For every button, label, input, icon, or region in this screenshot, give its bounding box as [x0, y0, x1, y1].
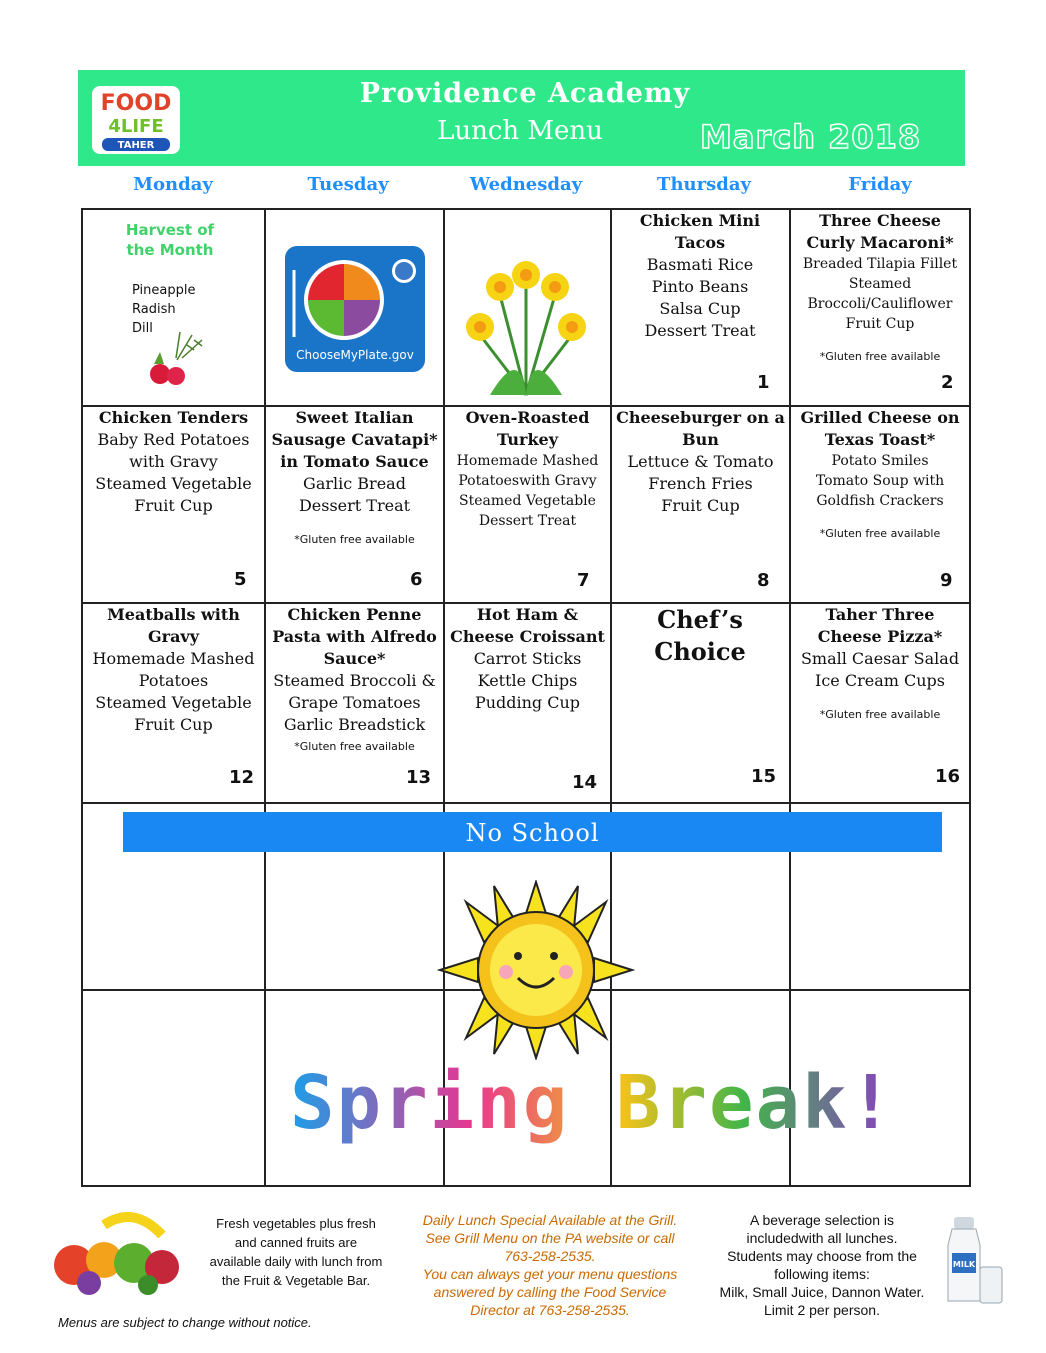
daffodil-image: [460, 255, 592, 400]
date-number: 9: [940, 570, 953, 591]
fruits-vegetables-image: [44, 1205, 196, 1297]
svg-text:TAHER: TAHER: [117, 140, 155, 151]
date-number: 7: [577, 570, 590, 591]
beverage-line: Students may choose from the: [727, 1248, 917, 1264]
side-item: Steamed Vegetable: [459, 493, 596, 509]
fresh-line: and canned fruits are: [234, 1235, 358, 1250]
side-item: Small Caesar Salad: [800, 649, 960, 668]
side-item: Steamed Vegetable: [95, 474, 252, 493]
entree-title: Bun: [682, 430, 719, 449]
entree-title: Cheese Pizza*: [817, 627, 943, 646]
side-item: Fruit Cup: [661, 496, 740, 515]
menu-month: March 2018: [700, 118, 922, 156]
side-item: Salsa Cup: [659, 299, 741, 318]
day-heading-friday: Friday: [848, 174, 912, 195]
fresh-line: available daily with lunch from: [209, 1254, 383, 1269]
menu-cell-mar-16: [791, 604, 969, 726]
sun-icon: [436, 880, 636, 1060]
grill-special-note: [400, 1211, 700, 1319]
side-item: Tomato Soup with: [815, 473, 945, 489]
no-school-banner: No School: [123, 812, 942, 852]
spring-break-title: [290, 1060, 895, 1146]
side-item: Fruit Cup: [134, 496, 213, 515]
menu-cell-mar-12: [83, 604, 264, 736]
fresh-line: the Fruit & Vegetable Bar.: [221, 1273, 371, 1288]
side-item: Garlic Bread: [303, 474, 406, 493]
entree-title: in Tomato Sauce: [280, 452, 429, 471]
school-name: Providence Academy: [359, 78, 691, 109]
day-heading-monday: Monday: [133, 174, 213, 195]
side-item: Fruit Cup: [134, 715, 213, 734]
beverage-line: A beverage selection is: [750, 1212, 894, 1228]
side-item: Carrot Sticks: [473, 649, 582, 668]
gluten-note: *Gluten free available: [819, 350, 941, 363]
side-item: Homemade Mashed: [92, 649, 255, 668]
spring-break-text: Spring Break!: [290, 1060, 896, 1146]
chefs-choice-line: Choice: [654, 637, 746, 666]
disclaimer: Menus are subject to change without notice.: [58, 1315, 312, 1330]
side-item: Broccoli/Cauliflower: [807, 296, 953, 312]
menu-cell-mar-8: [612, 407, 789, 517]
entree-title: Gravy: [147, 627, 200, 646]
myplate-image: [284, 245, 426, 373]
side-item: Steamed Vegetable: [95, 693, 252, 712]
side-item: Garlic Breadstick: [283, 715, 426, 734]
svg-text:FOOD: FOOD: [100, 91, 172, 116]
side-item: Potatoeswith Gravy: [458, 473, 597, 489]
harvest-item: Dill: [132, 321, 153, 336]
side-item: with Gravy: [129, 452, 218, 471]
side-item: Baby Red Potatoes: [97, 430, 250, 449]
date-number: 6: [410, 569, 423, 590]
radish-dill-image: [132, 330, 212, 388]
fresh-line: Fresh vegetables plus fresh: [216, 1216, 376, 1231]
menu-cell-mar-13: [266, 604, 443, 758]
side-item: Dessert Treat: [644, 321, 756, 340]
side-item: Steamed Broccoli &: [273, 671, 436, 690]
grill-line: answered by calling the Food Service: [433, 1284, 667, 1300]
side-item: Dessert Treat: [478, 513, 577, 529]
side-item: Goldfish Crackers: [816, 493, 944, 509]
entree-title: Meatballs with: [107, 605, 240, 624]
fresh-produce-note: [196, 1214, 396, 1290]
entree-title: Grilled Cheese on: [800, 408, 960, 427]
menu-cell-mar-14: [445, 604, 610, 714]
side-item: French Fries: [648, 474, 753, 493]
harvest-item: Pineapple: [132, 283, 196, 298]
side-item: Potato Smiles: [831, 453, 929, 469]
entree-title: Taher Three: [825, 605, 935, 624]
harvest-title: Harvest of the Month: [125, 221, 215, 259]
side-item: Kettle Chips: [477, 671, 578, 690]
date-number: 1: [757, 372, 770, 393]
menu-cell-mar-9: [791, 407, 969, 545]
side-item: Pudding Cup: [474, 693, 581, 712]
entree-title: Hot Ham &: [476, 605, 579, 624]
entree-title: Sweet Italian: [295, 408, 414, 427]
entree-title: Sauce*: [323, 649, 386, 668]
menu-cell-mar-2: [791, 210, 969, 368]
menu-cell-mar-6: [266, 407, 443, 551]
svg-text:4LIFE: 4LIFE: [108, 116, 164, 137]
entree-title: Tacos: [674, 233, 726, 252]
beverage-line: includedwith all lunches.: [746, 1230, 898, 1246]
beverage-line: Limit 2 per person.: [764, 1302, 880, 1318]
beverage-line: following items:: [774, 1266, 870, 1282]
side-item: Pinto Beans: [651, 277, 749, 296]
date-number: 14: [572, 772, 598, 793]
beverage-line: Milk, Small Juice, Dannon Water.: [719, 1284, 925, 1300]
entree-title: Sausage Cavatapi*: [271, 430, 438, 449]
food-4-life-logo: [90, 84, 182, 156]
grill-line: Director at 763-258-2535.: [470, 1302, 630, 1318]
entree-title: Chicken Penne: [287, 605, 422, 624]
grill-line: See Grill Menu on the PA website or call: [425, 1230, 675, 1246]
day-heading-wednesday: Wednesday: [469, 174, 583, 195]
date-number: 16: [935, 766, 961, 787]
entree-title: Oven-Roasted: [465, 408, 590, 427]
gluten-note: *Gluten free available: [819, 527, 941, 540]
menu-subtitle: Lunch Menu: [437, 116, 603, 146]
gluten-note: *Gluten free available: [294, 740, 415, 753]
date-number: 5: [234, 569, 247, 590]
milk-bottle-image: [946, 1215, 1006, 1310]
beverage-note: [702, 1211, 942, 1319]
entree-title: Chicken Tenders: [98, 408, 249, 427]
side-item: Potatoes: [138, 671, 209, 690]
harvest-item: Radish: [132, 302, 176, 317]
side-item: Basmati Rice: [646, 255, 754, 274]
day-heading-thursday: Thursday: [657, 174, 751, 195]
side-item: Dessert Treat: [298, 496, 411, 515]
day-heading-tuesday: Tuesday: [307, 174, 389, 195]
entree-title: Chicken Mini: [639, 211, 761, 230]
grill-line: 763-258-2535.: [504, 1248, 596, 1264]
side-item: Fruit Cup: [845, 316, 915, 332]
menu-cell-mar-7: [445, 407, 610, 531]
side-item: Steamed: [848, 276, 912, 292]
date-number: 15: [751, 766, 777, 787]
side-item: Grape Tomatoes: [288, 693, 421, 712]
grill-line: Daily Lunch Special Available at the Grill.: [422, 1212, 678, 1228]
side-item: Ice Cream Cups: [815, 671, 945, 690]
menu-cell-mar-1: [612, 210, 788, 342]
date-number: 12: [229, 767, 255, 788]
gluten-note: *Gluten free available: [819, 708, 941, 721]
entree-title: Cheese Croissant: [450, 627, 605, 646]
side-item: Lettuce & Tomato: [627, 452, 774, 471]
svg-text:MILK: MILK: [952, 1260, 976, 1269]
date-number: 13: [406, 767, 432, 788]
entree-title: Turkey: [496, 430, 559, 449]
entree-title: Cheeseburger on a: [616, 408, 785, 427]
date-number: 8: [757, 570, 770, 591]
gluten-note: *Gluten free available: [294, 533, 415, 546]
entree-title: Texas Toast*: [824, 430, 936, 449]
entree-title: Three Cheese: [819, 211, 941, 230]
chefs-choice: [612, 604, 788, 668]
menu-cell-mar-5: [83, 407, 264, 517]
chefs-choice-line: Chef’s: [657, 605, 743, 634]
entree-title: Pasta with Alfredo: [272, 627, 437, 646]
grill-line: You can always get your menu questions: [422, 1266, 678, 1282]
svg-text:ChooseMyPlate.gov: ChooseMyPlate.gov: [296, 348, 414, 362]
entree-title: Curly Macaroni*: [806, 233, 954, 252]
side-item: Breaded Tilapia Fillet: [802, 256, 958, 272]
date-number: 2: [941, 372, 954, 393]
side-item: Homemade Mashed: [456, 453, 599, 469]
